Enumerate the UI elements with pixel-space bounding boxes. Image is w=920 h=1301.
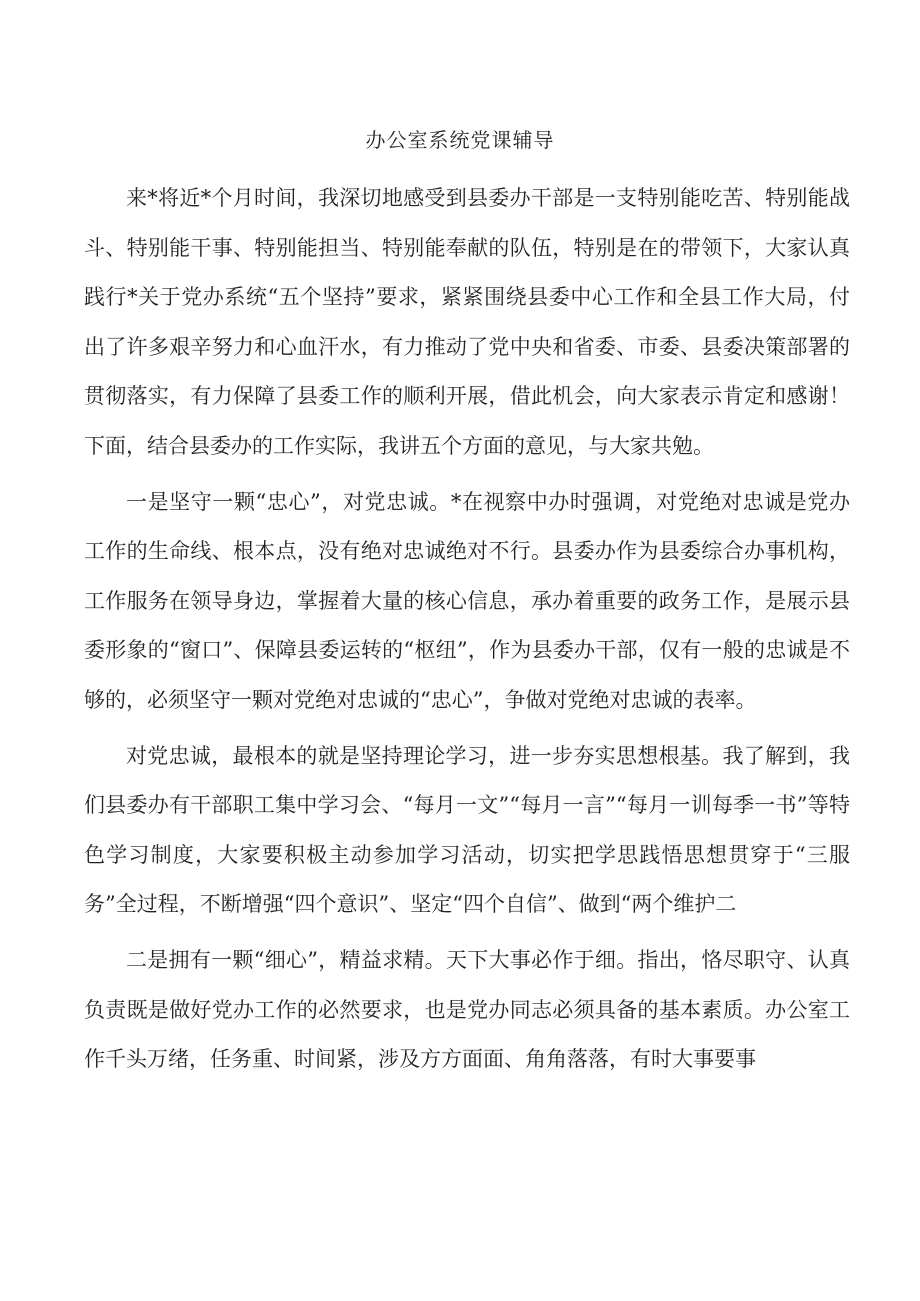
document-title: 办公室系统党课辅导 (365, 128, 555, 152)
paragraph-carefulness: 二是拥有一颗“细心”，精益求精。天下大事必作于细。指出，恪尽职守、认真负责既是做好党办工作的必然要求，也是党办同志必须具备的基本素质。办公室工作千头万绪，任务重、时间紧，涉及方方面面、角角落落，有时大事要事 (84, 947, 850, 1072)
paragraph-loyalty: 一是坚守一颗“忠心”，对党忠诚。*在视察中办时强调，对党绝对忠诚是党办工作的生命线、根本点，没有绝对忠诚绝对不行。县委办作为县委综合办事机构，工作服务在领导身边，掌握着大量的核心信息，承办着重要的政务工作，是展示县委形象的“窗口”、保障县委运转的“枢纽”，作为县委办干部，仅有一般的忠诚是不够的，必须坚守一颗对党绝对忠诚的“忠心”，争做对党绝对忠诚的表率。 (84, 489, 850, 712)
paragraph-theory-study: 对党忠诚，最根本的就是坚持理论学习，进一步夯实思想根基。我了解到，我们县委办有干部职工集中学习会、“每月一文”“每月一言”“每月一训每季一书”等特色学习制度，大家要积极主动参加学习活动，切实把学思践悟思想贯穿于“三服务”全过程，不断增强“四个意识”、坚定“四个自信”、做到“两个维护二 (84, 743, 850, 917)
document-body (84, 174, 850, 1091)
paragraph-intro: 来*将近*个月时间，我深切地感受到县委办干部是一支特别能吃苦、特别能战斗、特别能干事、特别能担当、特别能奉献的队伍，特别是在的带领下，大家认真践行*关于党办系统“五个坚持”要求，紧紧围绕县委中心工作和全县工作大局，付出了许多艰辛努力和心血汗水，有力推动了党中央和省委、市委、县委决策部署的贯彻落实，有力保障了县委工作的顺利开展，借此机会，向大家表示肯定和感谢！下面，结合县委办的工作实际，我讲五个方面的意见，与大家共勉。 (84, 186, 850, 458)
